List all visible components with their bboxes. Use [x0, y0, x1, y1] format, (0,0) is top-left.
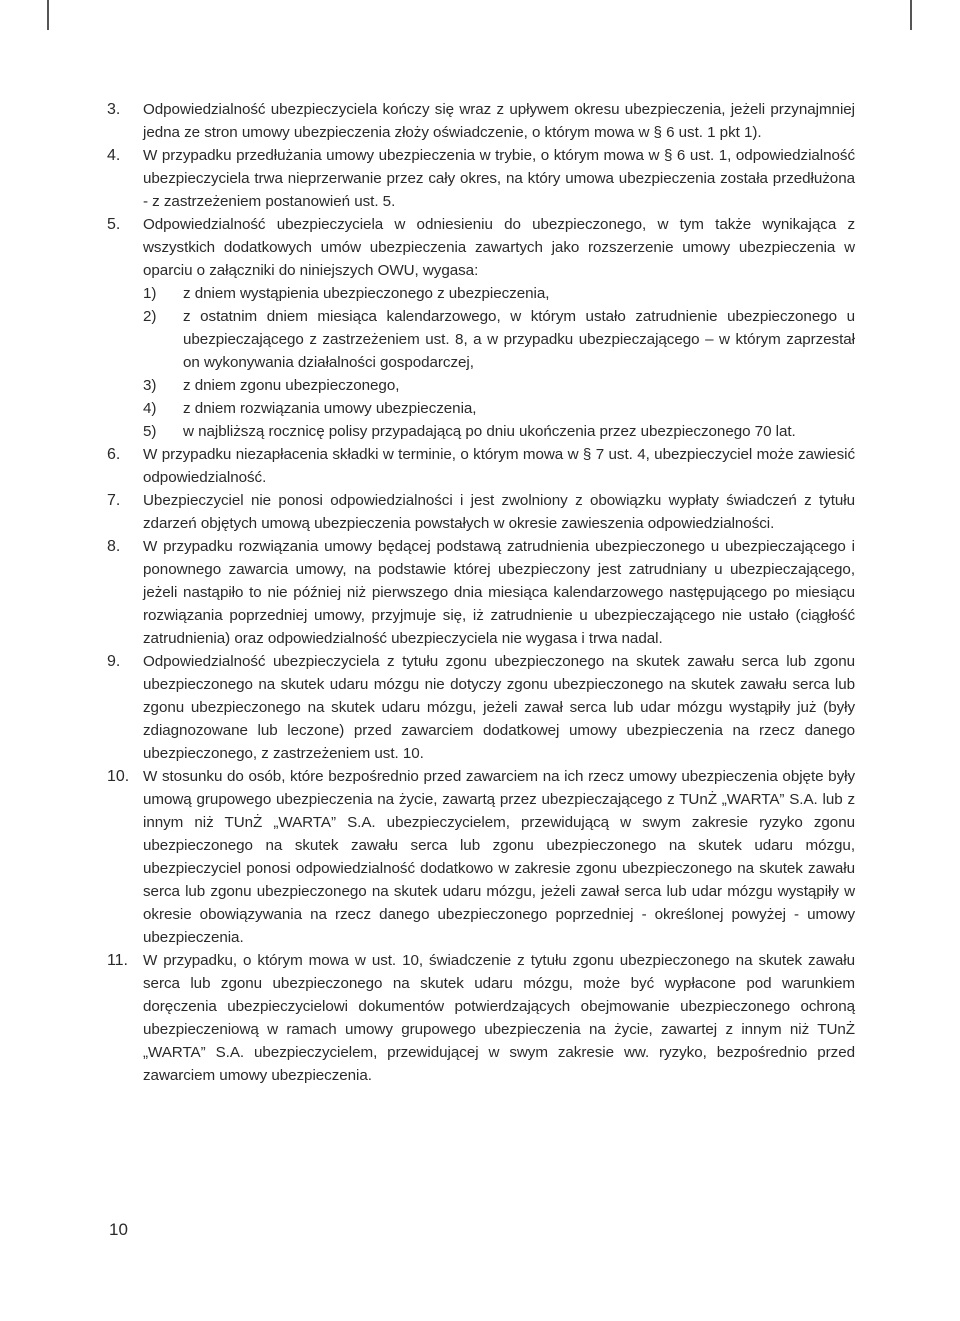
list-item	[107, 765, 855, 949]
item-number: 8.	[107, 538, 121, 555]
item-number: 9.	[107, 653, 121, 670]
item-text: Odpowiedzialność ubezpieczyciela w odniesieniu do ubezpieczonego, w tym także wynikająca z wszystkich dodatkowych umów ubezpieczenia zawartych jako rozszerzenie umowy ubezpieczenia w oparciu o załączniki do niniejszych OWU, wygasa:	[143, 216, 855, 279]
item-text: W przypadku przedłużania umowy ubezpieczenia w trybie, o którym mowa w § 6 ust. 1, odpowiedzialność ubezpieczyciela trwa nieprzerwanie przez cały okres, na który umowa ubezpieczenia została przedłużona - z zastrzeżeniem postanowień ust. 5.	[143, 147, 855, 210]
sub-list-item	[143, 397, 855, 420]
item-text: W stosunku do osób, które bezpośrednio przed zawarciem na ich rzecz umowy ubezpieczenia objęte były umową grupowego ubezpieczenia na życie, zawartą przez ubezpieczającego z TUnŻ „WARTA” S.A. lub z innym niż TUnŻ „WARTA” S.A. ubezpieczycielem, przewidującą w swym zakresie ryzyko zgonu ubezpieczonego na skutek zawału serca lub zgonu ubezpieczonego na skutek udaru mózgu, ubezpieczyciel ponosi odpowiedzialność dodatkowo w zakresie zgonu ubezpieczonego na skutek zawału serca lub zgonu ubezpieczonego na skutek udaru mózgu, jeżeli zawał serca lub udar mózgu wystąpiły w okresie obowiązywania na rzecz danego ubezpieczonego poprzedniej - określonej powyżej - umowy ubezpieczenia.	[143, 768, 855, 946]
item-text: Ubezpieczyciel nie ponosi odpowiedzialności i jest zwolniony z obowiązku wypłaty świadczeń z tytułu zdarzeń objętych umową ubezpieczenia powstałych w okresie zawieszenia odpowiedzialności.	[143, 492, 855, 532]
document-body	[107, 98, 855, 1087]
list-item	[107, 949, 855, 1087]
list-item	[107, 443, 855, 489]
sub-item-number: 5)	[143, 423, 157, 440]
list-item	[107, 650, 855, 765]
list-item	[107, 98, 855, 144]
list-item	[107, 144, 855, 213]
item-number: 7.	[107, 492, 121, 509]
sub-item-text: z dniem rozwiązania umowy ubezpieczenia,	[183, 400, 477, 417]
page-number: 10	[109, 1220, 128, 1239]
list-item	[107, 213, 855, 443]
sub-item-text: z dniem zgonu ubezpieczonego,	[183, 377, 400, 394]
crop-mark-top-left	[47, 0, 49, 30]
item-number: 3.	[107, 101, 121, 118]
item-body	[143, 213, 855, 443]
item-number: 10.	[107, 768, 130, 785]
list-item	[107, 535, 855, 650]
sub-item-text: w najbliższą rocznicę polisy przypadającą po dniu ukończenia przez ubezpieczonego 70 lat.	[183, 423, 796, 440]
item-number: 5.	[107, 216, 121, 233]
crop-mark-top-right	[910, 0, 912, 30]
sub-list-item	[143, 282, 855, 305]
item-text: Odpowiedzialność ubezpieczyciela kończy się wraz z upływem okresu ubezpieczenia, jeżeli przynajmniej jedna ze stron umowy ubezpieczenia złoży oświadczenie, o którym mowa w § 6 ust. 1 pkt 1).	[143, 101, 855, 141]
item-number: 4.	[107, 147, 121, 164]
item-text: W przypadku niezapłacenia składki w terminie, o którym mowa w § 7 ust. 4, ubezpieczyciel może zawiesić odpowiedzialność.	[143, 446, 855, 486]
sub-list-item	[143, 420, 855, 443]
item-text: W przypadku rozwiązania umowy będącej podstawą zatrudnienia ubezpieczonego u ubezpieczającego i ponownego zawarcia umowy, na podstawie której ubezpieczony jest zatrudniany u ubezpieczającego, jeżeli nastąpiło to nie później niż pierwszego dnia miesiąca kalendarzowego następującego po miesiącu rozwiązania poprzedniej umowy, przyjmuje się, iż zatrudnienie u ubezpieczającego nie ustało (ciągłość zatrudnienia) oraz odpowiedzialność ubezpieczyciela nie wygasa i trwa nadal.	[143, 538, 855, 647]
item-number: 6.	[107, 446, 121, 463]
sub-list-item	[143, 374, 855, 397]
item-number: 11.	[107, 952, 128, 969]
item-text: W przypadku, o którym mowa w ust. 10, świadczenie z tytułu zgonu ubezpieczonego na skutek zawału serca lub zgonu ubezpieczonego na skutek udaru mózgu, może być wypłacone pod warunkiem doręczenia ubezpieczycielowi dokumentów potwierdzających obejmowanie ubezpieczonego ochroną ubezpieczeniową w ramach umowy grupowego ubezpieczenia na życie, zawartej z innym niż TUnŻ „WARTA” S.A. ubezpieczycielem, przewidującej w swym zakresie ww. ryzyko, bezpośrednio przed zawarciem umowy ubezpieczenia.	[143, 952, 855, 1084]
sub-item-number: 2)	[143, 308, 157, 325]
sub-item-number: 3)	[143, 377, 157, 394]
sub-item-number: 4)	[143, 400, 157, 417]
list-item	[107, 489, 855, 535]
item-text: Odpowiedzialność ubezpieczyciela z tytułu zgonu ubezpieczonego na skutek zawału serca lub zgonu ubezpieczonego na skutek udaru mózgu nie dotyczy zgonu ubezpieczonego na skutek zawału serca lub zgonu ubezpieczonego na skutek udaru mózgu, jeżeli zawał serca lub udar mózgu wystąpiły już (były zdiagnozowane lub leczone) przed zawarciem dodatkowej umowy ubezpieczenia na rzecz danego ubezpieczonego, z zastrzeżeniem ust. 10.	[143, 653, 855, 762]
sub-list-item	[143, 305, 855, 374]
sub-item-text: z ostatnim dniem miesiąca kalendarzowego, w którym ustało zatrudnienie ubezpieczonego u ubezpieczającego z zastrzeżeniem ust. 8, a w przypadku ubezpieczającego – w którym zaprzestał on wykonywania działalności gospodarczej,	[183, 308, 855, 371]
sub-item-number: 1)	[143, 285, 157, 302]
sub-item-text: z dniem wystąpienia ubezpieczonego z ubezpieczenia,	[183, 285, 550, 302]
